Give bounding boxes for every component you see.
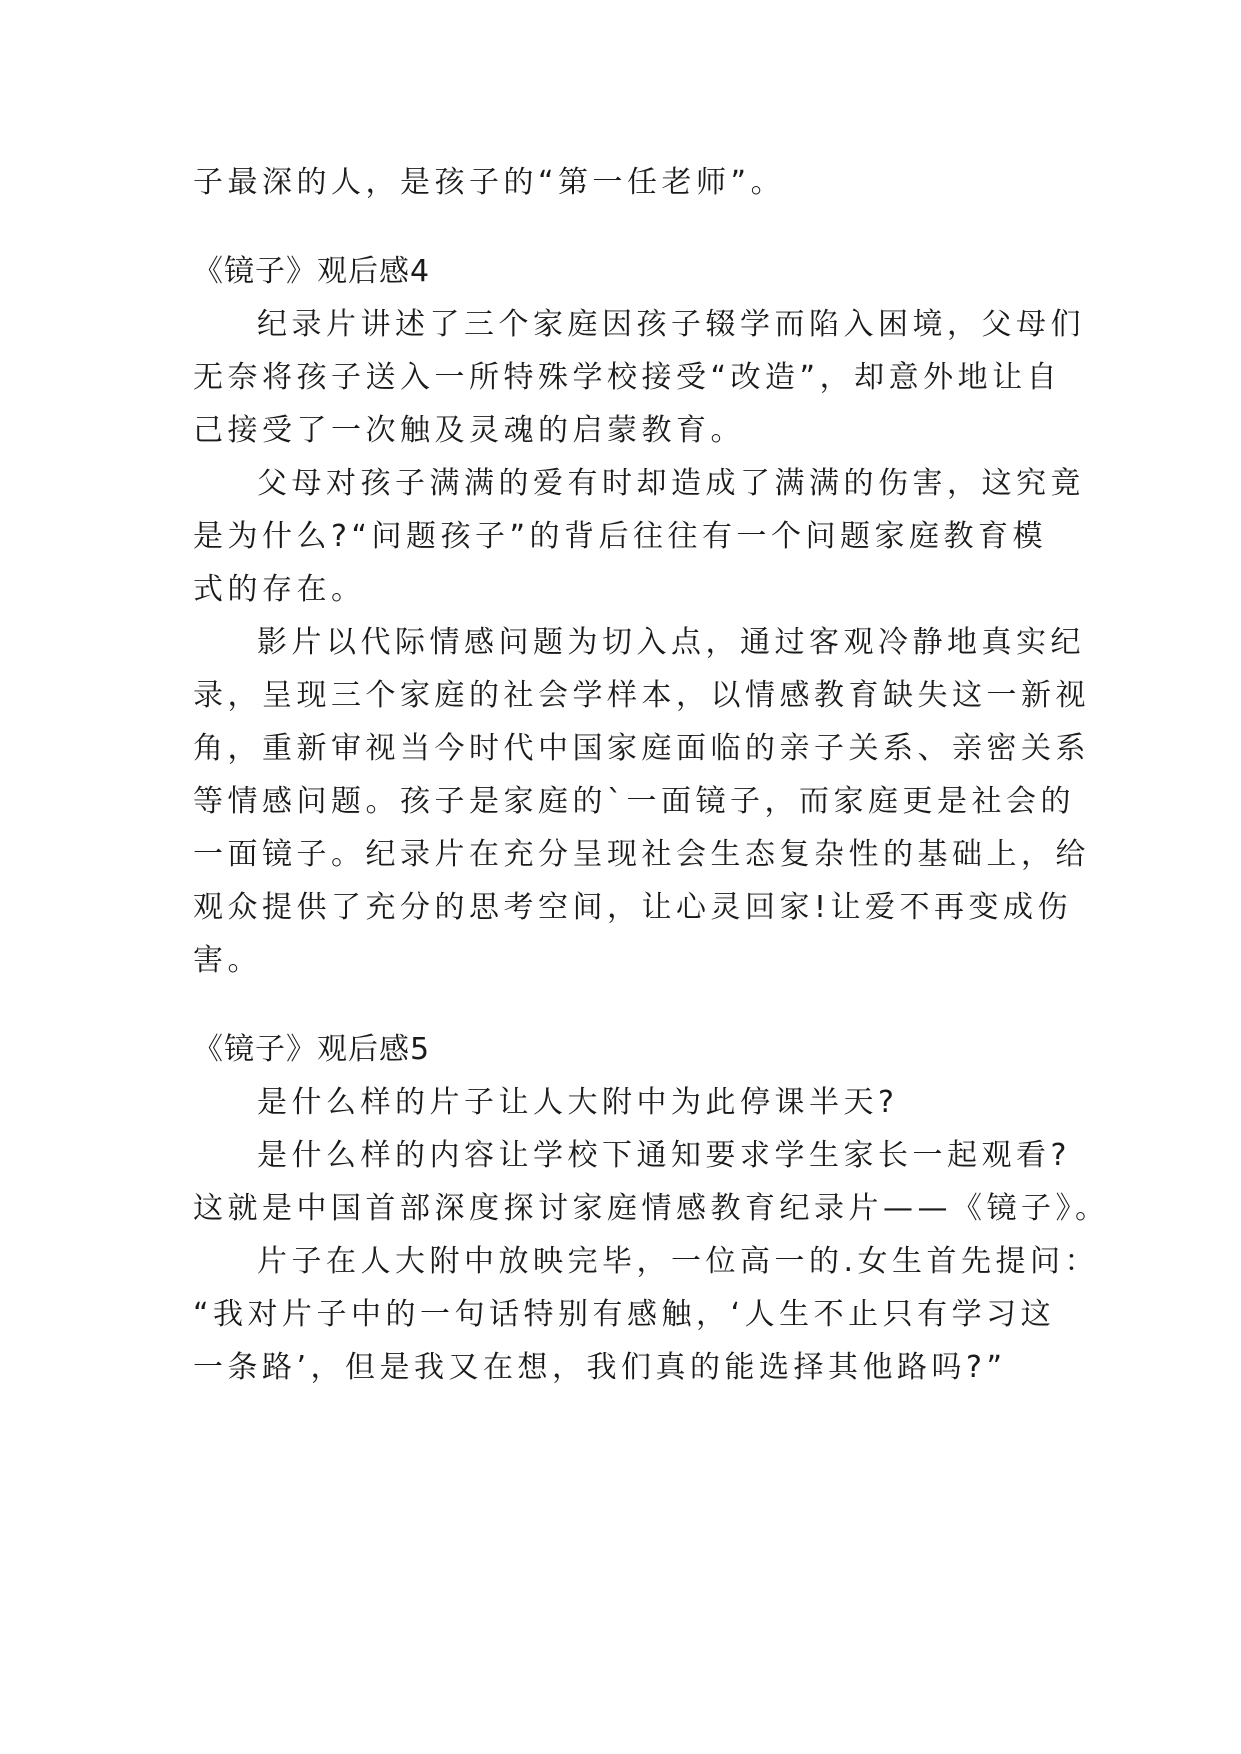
section-heading: 《镜子》观后感5 (193, 1032, 431, 1067)
paragraph-line: 等情感问题。孩子是家庭的`一面镜子，而家庭更是社会的 (193, 784, 1075, 819)
paragraph-line: 子最深的人，是孩子的“第一任老师”。 (193, 165, 786, 200)
paragraph-line: “我对片子中的一句话特别有感触，‘人生不止只有学习这 (193, 1297, 1056, 1332)
paragraph-line: 父母对孩子满满的爱有时却造成了满满的伤害，这究竟 (257, 466, 1085, 501)
paragraph-line: 一条路’，但是我又在想，我们真的能选择其他路吗?” (193, 1350, 1007, 1385)
paragraph-line: 片子在人大附中放映完毕，一位高一的.女生首先提问： (257, 1244, 1100, 1279)
section-heading: 《镜子》观后感4 (193, 254, 431, 289)
paragraph-line: 影片以代际情感问题为切入点，通过客观冷静地真实纪 (257, 625, 1085, 660)
paragraph-line: 无奈将孩子送入一所特殊学校接受“改造”，却意外地让自 (193, 360, 1062, 395)
paragraph-line: 观众提供了充分的思考空间，让心灵回家!让爱不再变成伤 (193, 890, 1073, 925)
paragraph-line: 式的存在。 (193, 572, 366, 607)
paragraph-line: 一面镜子。纪录片在充分呈现社会生态复杂性的基础上，给 (193, 837, 1090, 872)
paragraph-line: 是为什么?“问题孩子”的背后往往有一个问题家庭教育模 (193, 519, 1048, 554)
paragraph-line: 角，重新审视当今时代中国家庭面临的亲子关系、亲密关系 (193, 731, 1090, 766)
paragraph-line: 纪录片讲述了三个家庭因孩子辍学而陷入困境，父母们 (257, 307, 1085, 342)
paragraph-line: 己接受了一次触及灵魂的启蒙教育。 (193, 413, 745, 448)
paragraph-line: 这就是中国首部深度探讨家庭情感教育纪录片——《镜子》。 (193, 1191, 1110, 1226)
paragraph-line: 录，呈现三个家庭的社会学样本，以情感教育缺失这一新视 (193, 678, 1090, 713)
paragraph-line: 害。 (193, 943, 262, 978)
paragraph-line: 是什么样的片子让人大附中为此停课半天? (257, 1085, 899, 1120)
paragraph-line: 是什么样的内容让学校下通知要求学生家长一起观看? (257, 1138, 1071, 1173)
